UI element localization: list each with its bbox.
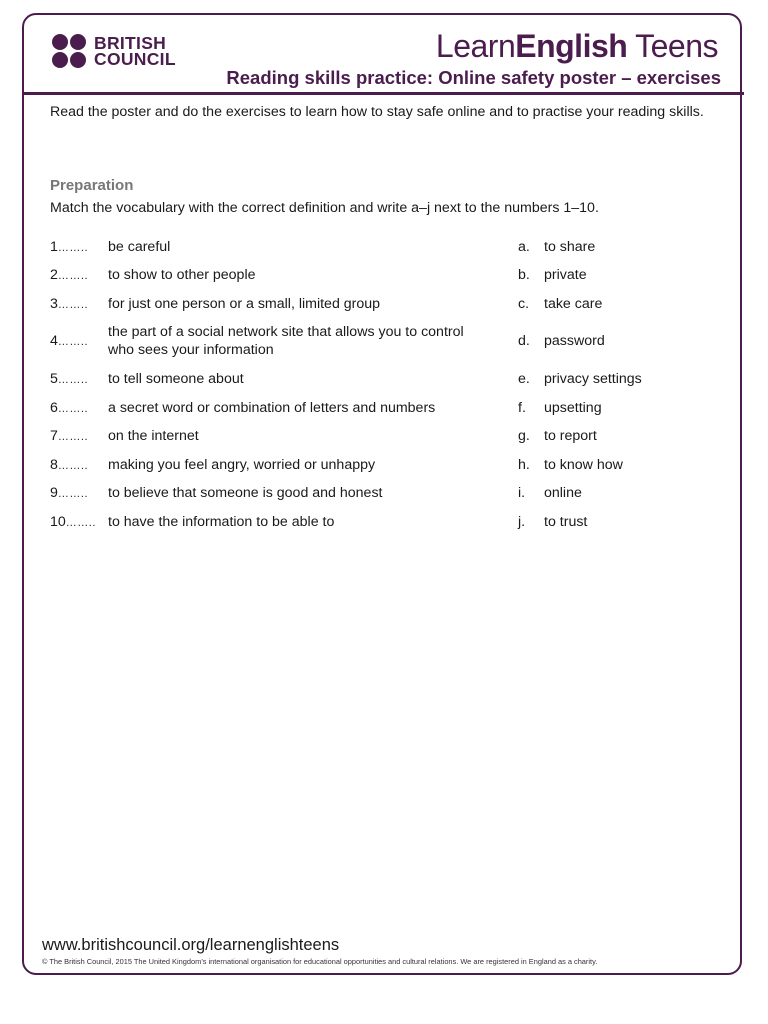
item-definition: on the internet (108, 428, 199, 444)
answer-blank[interactable]: …….. (57, 299, 89, 311)
section-title-preparation: Preparation (50, 177, 134, 194)
item-number-value: 8 (50, 457, 58, 473)
item-definition: for just one person or a small, limited group (108, 296, 381, 312)
item-definition: to show to other people (108, 267, 256, 283)
preparation-instruction: Match the vocabulary with the correct definition and write a–j next to the numbers 1–10. (50, 200, 599, 216)
item-definition: a secret word or combination of letters and numbers (108, 400, 436, 416)
item-number-value: 6 (50, 400, 58, 416)
brand-teens: Teens (627, 28, 718, 64)
answer-blank[interactable]: …….. (57, 460, 89, 472)
item-number-value: 5 (50, 371, 58, 387)
option-letter: a. (518, 239, 530, 255)
item-number[interactable] (50, 332, 88, 351)
item-number-value: 7 (50, 428, 58, 444)
item-definition: the part of a social network site that allows you to control who sees your information (108, 324, 464, 358)
option-letter: h. (518, 457, 530, 473)
footer-url: www.britishcouncil.org/learnenglishteens (42, 936, 340, 954)
option-word: to know how (544, 457, 623, 473)
option-word: to report (544, 428, 597, 444)
option-word: private (544, 267, 587, 283)
logo-line-2: COUNCIL (94, 49, 176, 69)
option-word: online (544, 485, 582, 501)
answer-blank[interactable]: …….. (57, 403, 89, 415)
item-number-value: 9 (50, 485, 58, 501)
item-definition: to tell someone about (108, 371, 244, 387)
answer-blank[interactable]: …….. (57, 374, 89, 386)
logo-dots-icon (52, 34, 88, 70)
option-letter: e. (518, 371, 530, 387)
item-number[interactable] (50, 484, 88, 503)
answer-blank[interactable]: …….. (57, 242, 89, 254)
item-definition: making you feel angry, worried or unhappy (108, 457, 376, 473)
item-number[interactable] (50, 427, 88, 446)
item-number-value: 1 (50, 239, 58, 255)
item-number-value: 3 (50, 296, 58, 312)
option-word: take care (544, 296, 603, 312)
answer-blank[interactable]: …….. (57, 488, 89, 500)
logo-line-1: BRITISH (94, 33, 167, 53)
answer-blank[interactable]: …….. (57, 270, 89, 282)
option-letter: c. (518, 296, 530, 312)
option-letter: g. (518, 428, 530, 444)
item-number[interactable] (50, 266, 88, 285)
option-letter: d. (518, 333, 530, 349)
brand-english: English (515, 28, 628, 64)
logo-text (94, 35, 176, 67)
page-title: Reading skills practice: Online safety poster – exercises (226, 67, 721, 88)
item-number-value: 10 (50, 514, 66, 530)
option-word: password (544, 333, 605, 349)
answer-blank[interactable]: …….. (65, 517, 96, 529)
item-number[interactable] (50, 456, 88, 475)
item-number[interactable] (50, 513, 96, 532)
item-definition: to have the information to be able to (108, 514, 335, 530)
brand-learn: Learn (435, 28, 516, 64)
option-letter: b. (518, 267, 530, 283)
item-definition: be careful (108, 239, 171, 255)
item-number[interactable] (50, 238, 88, 257)
option-letter: i. (518, 485, 526, 501)
option-word: to share (544, 239, 596, 255)
item-number[interactable] (50, 370, 88, 389)
option-letter: f. (518, 400, 526, 416)
answer-blank[interactable]: …….. (57, 431, 89, 443)
learnenglish-teens-brand (436, 28, 718, 65)
option-letter: j. (518, 514, 526, 530)
option-word: upsetting (544, 400, 602, 416)
option-word: to trust (544, 514, 588, 530)
footer-copyright: © The British Council, 2015 The United Kingdom’s international organisation for educational opportunities and cultural relations. We are registered in England as a charity. (42, 957, 598, 966)
item-number-value: 4 (50, 333, 58, 349)
option-word: privacy settings (544, 371, 642, 387)
answer-blank[interactable]: …….. (57, 336, 89, 348)
item-number[interactable] (50, 295, 88, 314)
item-number-value: 2 (50, 267, 58, 283)
intro-text: Read the poster and do the exercises to learn how to stay safe online and to practise your reading skills. (50, 104, 704, 120)
item-definition: to believe that someone is good and honest (108, 485, 383, 501)
header-divider (24, 92, 744, 95)
item-number[interactable] (50, 399, 88, 418)
